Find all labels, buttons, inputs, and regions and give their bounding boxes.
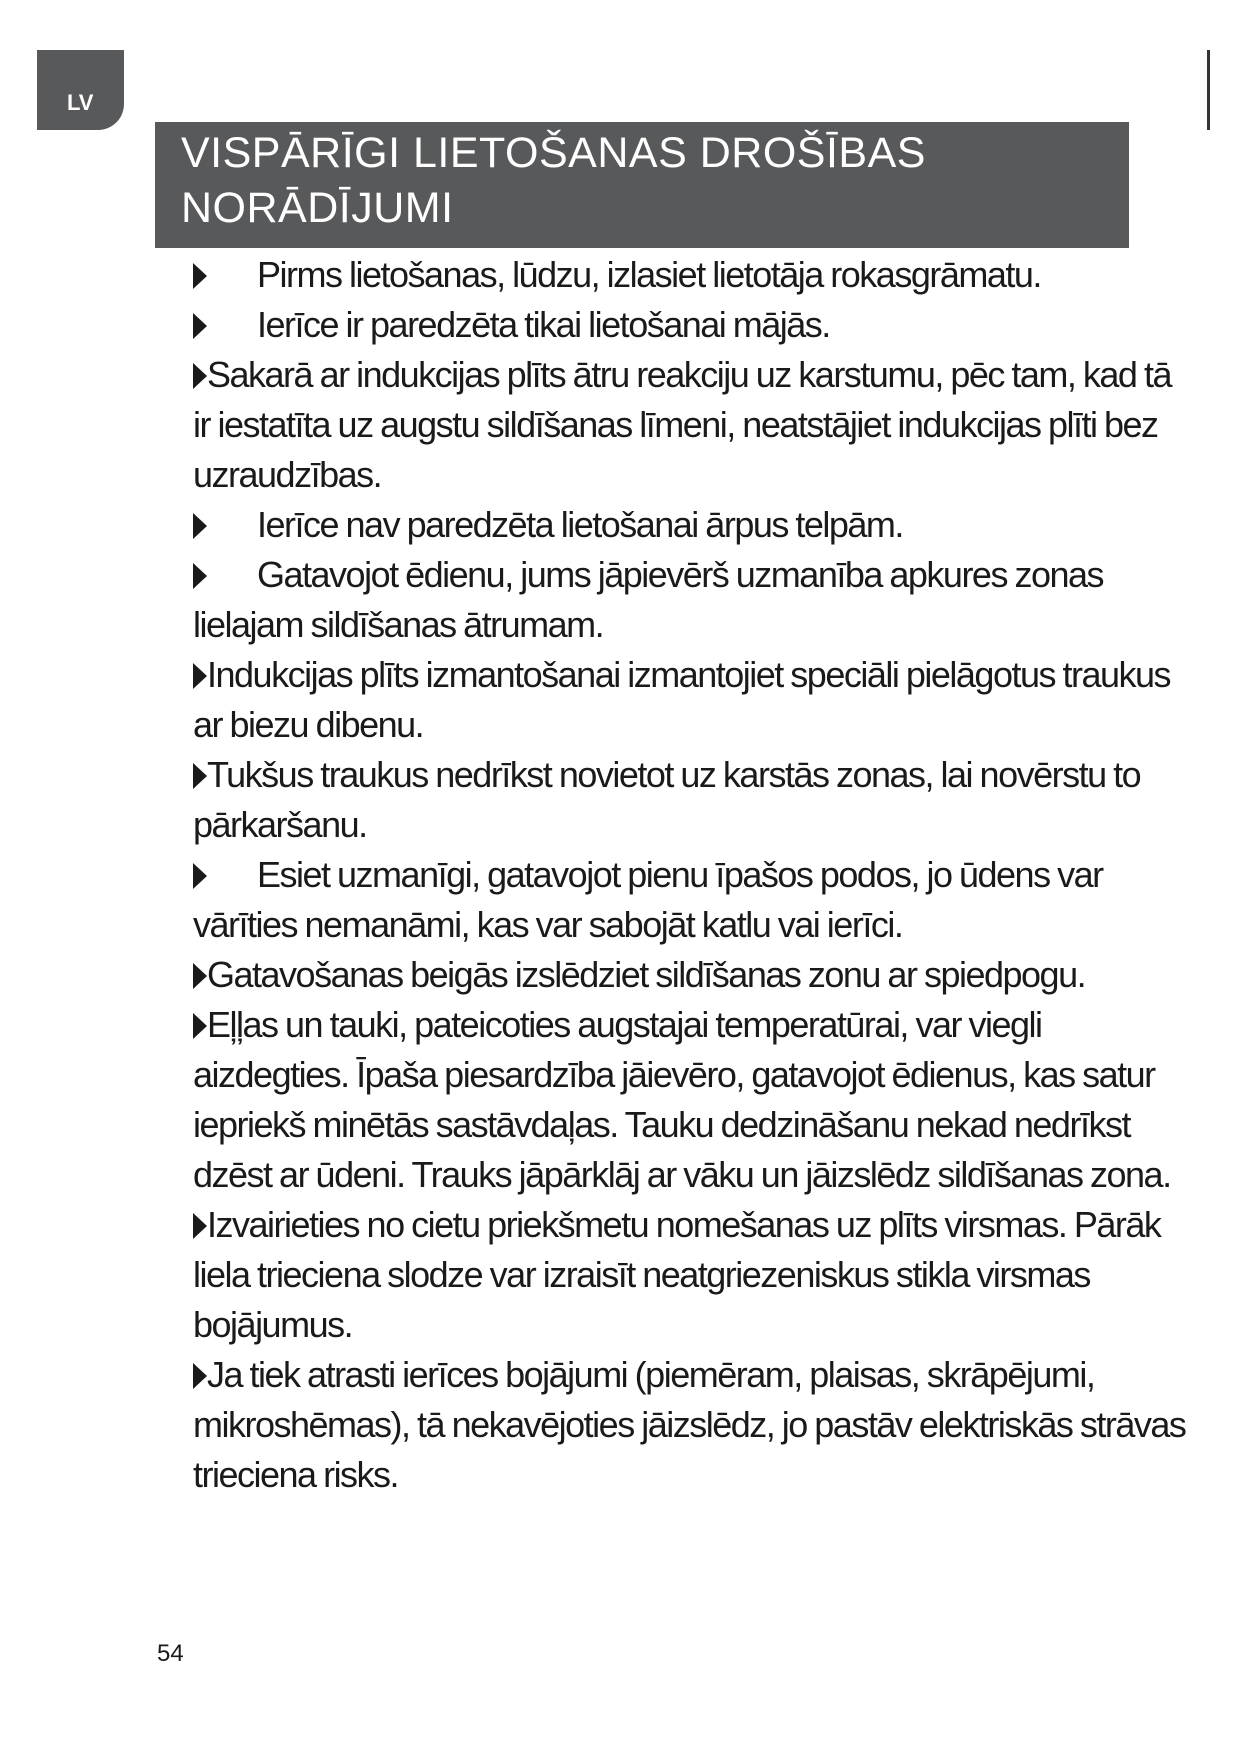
list-item-text: Indukcijas plīts izmantošanai izmantojiet speciāli pielāgotus traukus ar biezu dibenu. [193,654,1171,745]
triangle-bullet-icon [193,513,207,539]
section-title-line-2: NORĀDĪJUMI [181,184,454,232]
language-tab [37,50,124,130]
list-item [193,500,1193,550]
list-item [193,850,1193,950]
list-item-text: Eļļas un tauki, pateicoties augstajai temperatūrai, var viegli aizdegties. Īpaša piesardzība jāievēro, gatavojot ēdienus, kas satur iepriekš minētās sastāvdaļas. Tauku dedzināšanu nekad nedrīkst dzēst ar ūdeni. Trauks jāpārklāj ar vāku un jāizslēdz sildīšanas zona. [193,1004,1171,1195]
section-title-bar [155,122,1129,248]
triangle-bullet-icon [193,1363,207,1389]
list-item-text: Sakarā ar indukcijas plīts ātru reakciju uz karstumu, pēc tam, kad tā ir iestatīta uz augstu sildīšanas līmeni, neatstājiet indukcijas plīti bez uzraudzības. [193,354,1171,495]
safety-instructions-list [193,250,1193,1500]
language-code: LV [67,90,94,115]
list-item [193,950,1193,1000]
triangle-bullet-icon [193,263,207,289]
page-number: 54 [157,1640,184,1667]
section-title-line-1: VISPĀRĪGI LIETOŠANAS DROŠĪBAS [181,129,926,177]
list-item [193,1350,1193,1500]
triangle-bullet-icon [193,863,207,889]
crop-mark [1207,50,1210,130]
list-item-text: Ierīce nav paredzēta lietošanai ārpus telpām. [257,504,903,545]
triangle-bullet-icon [193,313,207,339]
list-item [193,550,1193,650]
triangle-bullet-icon [193,1013,207,1039]
list-item-text: Pirms lietošanas, lūdzu, izlasiet lietotāja rokasgrāmatu. [257,254,1041,295]
list-item [193,250,1193,300]
triangle-bullet-icon [193,563,207,589]
triangle-bullet-icon [193,663,207,689]
list-item [193,300,1193,350]
list-item [193,650,1193,750]
list-item [193,1000,1193,1200]
list-item-text: Tukšus traukus nedrīkst novietot uz karstās zonas, lai novērstu to pārkaršanu. [193,754,1141,845]
triangle-bullet-icon [193,1213,207,1239]
list-item-text: Ierīce ir paredzēta tikai lietošanai mājās. [257,304,830,345]
list-item [193,750,1193,850]
list-item-text: Gatavošanas beigās izslēdziet sildīšanas zonu ar spiedpogu. [207,954,1086,995]
list-item [193,350,1193,500]
list-item [193,1200,1193,1350]
list-item-text: Izvairieties no cietu priekšmetu nomešanas uz plīts virsmas. Pārāk liela trieciena slodze var izraisīt neatgriezeniskus stikla virsmas bojājumus. [193,1204,1161,1345]
triangle-bullet-icon [193,763,207,789]
list-item-text: Gatavojot ēdienu, jums jāpievērš uzmanība apkures zonas lielajam sildīšanas ātrumam. [193,554,1104,645]
list-item-text: Ja tiek atrasti ierīces bojājumi (piemēram, plaisas, skrāpējumi, mikroshēmas), tā nekavējoties jāizslēdz, jo pastāv elektriskās strāvas trieciena risks. [193,1354,1186,1495]
list-item-text: Esiet uzmanīgi, gatavojot pienu īpašos podos, jo ūdens var vārīties nemanāmi, kas var sabojāt katlu vai ierīci. [193,854,1103,945]
triangle-bullet-icon [193,963,207,989]
triangle-bullet-icon [193,363,207,389]
